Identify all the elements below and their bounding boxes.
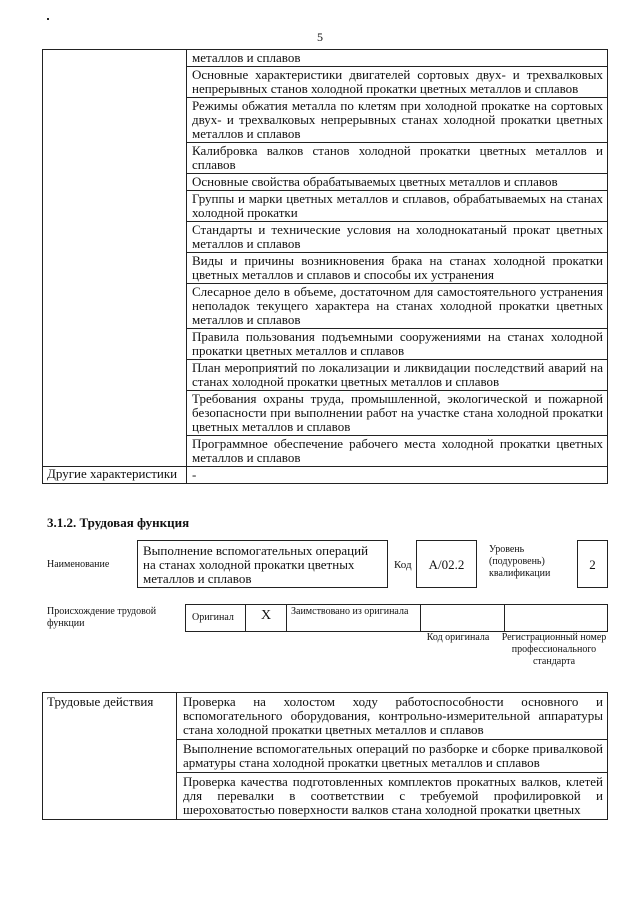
other-characteristics-label: Другие характеристики (43, 467, 187, 484)
table-cell: Требования охраны труда, промышленной, экологической и пожарной безопасности при выполнении работ на участке стана холодной прокатки цветных металлов и сплавов (187, 391, 608, 436)
table-cell: Основные характеристики двигателей сортовых двух- и трехвалковых непрерывных станов холодной прокатки цветных металлов и сплавов (187, 67, 608, 98)
requirements-table (42, 49, 608, 484)
scan-dot (47, 18, 49, 20)
table-cell: металлов и сплавов (187, 50, 608, 67)
page-number: 5 (317, 30, 323, 44)
borrowed-label: Заимствовано из оригинала (287, 605, 421, 631)
qualification-level-field: 2 (577, 540, 608, 588)
code-label: Код (394, 559, 412, 571)
labor-actions-table (42, 692, 608, 820)
table-cell: План мероприятий по локализации и ликвидации последствий аварий на станах холодной прокатки цветных металлов и сплавов (187, 360, 608, 391)
origin-row (185, 604, 608, 632)
origin-label: Происхождение трудовой функции (47, 606, 157, 629)
table-cell: Проверка качества подготовленных комплектов прокатных валков, клетей для перевалки в соответствии с требуемой профилировкой и шероховатостью поверхности валков стана холодной прокатки цветных (177, 773, 608, 820)
labor-actions-label: Трудовые действия (43, 693, 177, 820)
table-cell: Режимы обжатия металла по клетям при холодной прокатке на сортовых двух- и трехвалковых непрерывных станах холодной прокатки цветных металлов и сплавов (187, 98, 608, 143)
table-row (43, 467, 608, 484)
table-cell: Выполнение вспомогательных операций по разборке и сборке привалковой арматуры стана холодной прокатки цветных металлов и сплавов (177, 740, 608, 773)
original-label: Оригинал (186, 605, 246, 631)
row-label-empty (43, 50, 187, 467)
other-characteristics-value: - (187, 467, 608, 484)
table-row (43, 693, 608, 740)
table-cell: Группы и марки цветных металлов и сплавов, обрабатываемых на станах холодной прокатки (187, 191, 608, 222)
code-original-caption: Код оригинала (426, 632, 490, 643)
table-cell: Основные свойства обрабатываемых цветных металлов и сплавов (187, 174, 608, 191)
function-code-field: А/02.2 (416, 540, 477, 588)
table-cell: Стандарты и технические условия на холоднокатаный прокат цветных металлов и сплавов (187, 222, 608, 253)
table-cell: Калибровка валков станов холодной прокатки цветных металлов и сплавов (187, 143, 608, 174)
table-cell: Виды и причины возникновения брака на станах холодной прокатки цветных металлов и сплавов и способы их устранения (187, 253, 608, 284)
function-name-field: Выполнение вспомогательных операций на станах холодной прокатки цветных металлов и сплавов (137, 540, 388, 588)
table-cell: Программное обеспечение рабочего места холодной прокатки цветных металлов и сплавов (187, 436, 608, 467)
table-row (43, 50, 608, 67)
registration-number-caption: Регистрационный номер профессионального стандарта (501, 632, 607, 667)
table-cell: Слесарное дело в объеме, достаточном для самостоятельного устранения неполадок текущего характера на станах холодной прокатки цветных металлов и сплавов (187, 284, 608, 329)
name-label: Наименование (47, 559, 110, 570)
level-label: Уровень (подуровень) квалификации (489, 544, 551, 579)
section-title: 3.1.2. Трудовая функция (47, 515, 190, 530)
table-cell: Правила пользования подъемными сооружениями на станах холодной прокатки цветных металлов и сплавов (187, 329, 608, 360)
table-cell: Проверка на холостом ходу работоспособности основного и вспомогательного оборудования, контрольно-измерительной аппаратуры стана холодной прокатки цветных металлов и сплавов (177, 693, 608, 740)
registration-number-cell (505, 605, 607, 631)
original-code-cell (421, 605, 505, 631)
original-mark: X (246, 605, 287, 631)
